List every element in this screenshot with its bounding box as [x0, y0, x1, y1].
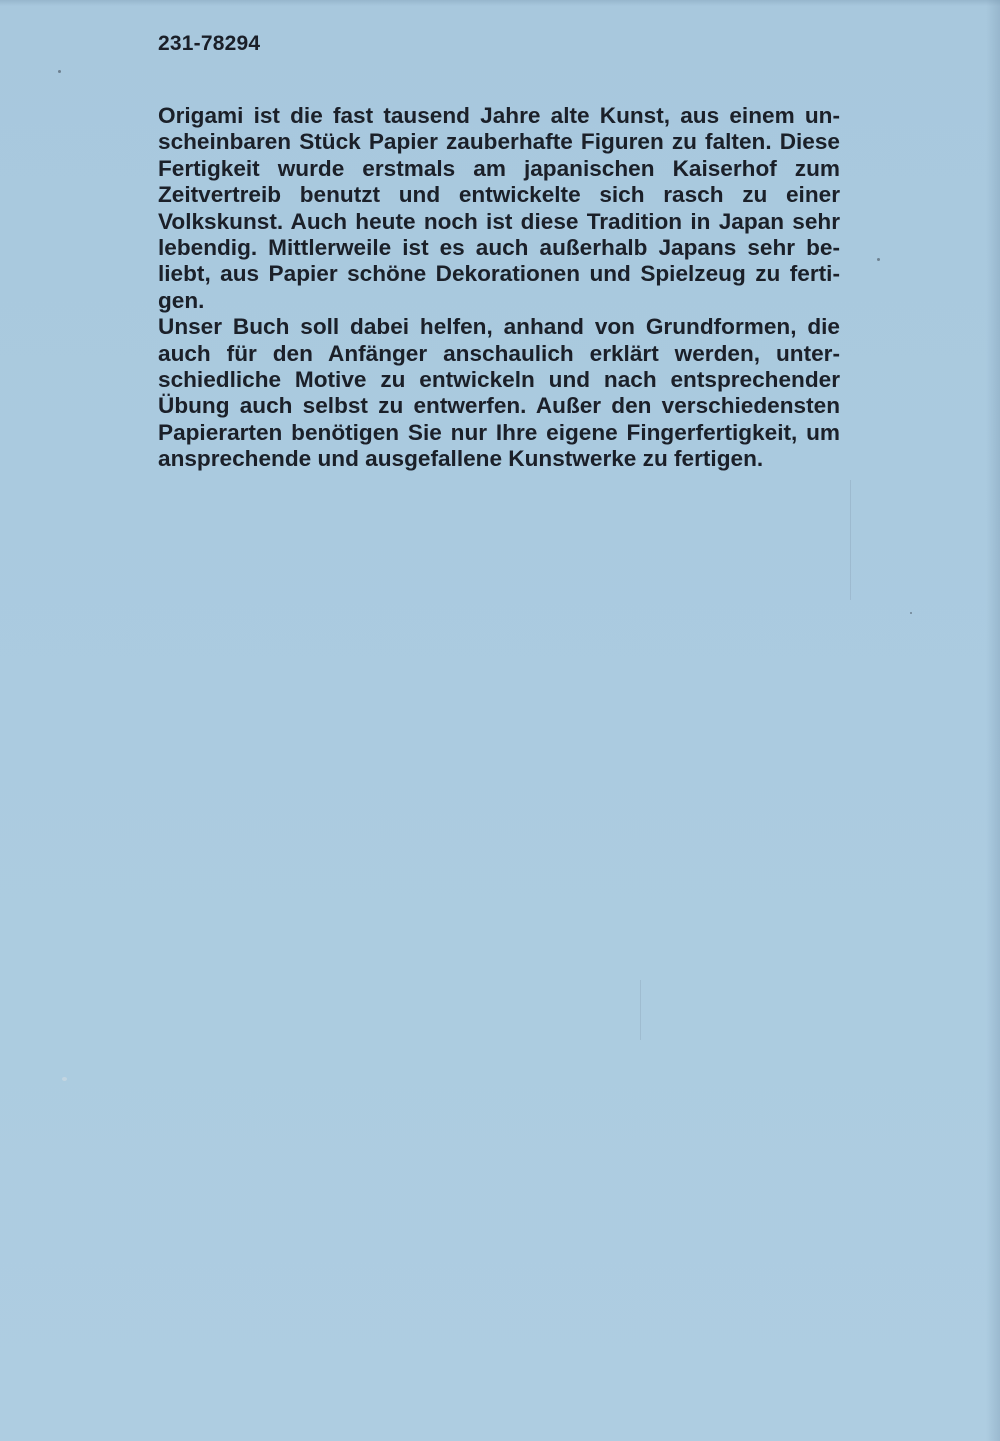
paper-speck	[910, 612, 912, 614]
catalog-number: 231-78294	[158, 32, 261, 55]
cover-top-edge	[0, 0, 1000, 6]
paper-speck	[877, 258, 880, 261]
paper-scratch	[850, 480, 851, 600]
blurb-paragraph-1: Origami ist die fast tausend Jahre alte Kunst, aus einem unscheinbaren Stück Papier zauberhafte Figuren zu falten. Diese Fertigkeit wurde erstmals am japanischen Kaiserhof zum Zeitvertreib benutzt und entwickelte sich rasch zu einer Volkskunst. Auch heute noch ist diese Tradition in Japan sehr lebendig. Mittlerweile ist es auch außerhalb Japans sehr beliebt, aus Papier schöne Dekorationen und Spielzeug zu fertigen.	[158, 103, 840, 313]
paper-speck	[62, 1077, 67, 1081]
cover-edge-shadow	[986, 0, 1000, 1441]
blurb-paragraph-2: Unser Buch soll dabei helfen, anhand von Grundformen, die auch für den Anfänger anschaulich erklärt werden, unterschiedliche Motive zu entwickeln und nach entsprechender Übung auch selbst zu entwerfen. Außer den verschiedensten Papierarten benötigen Sie nur Ihre eigene Fingerfertigkeit, um ansprechende und ausgefallene Kunstwerke zu fertigen.	[158, 314, 840, 472]
paper-scratch	[640, 980, 641, 1040]
blurb-text	[158, 103, 840, 473]
paper-speck	[58, 70, 61, 73]
